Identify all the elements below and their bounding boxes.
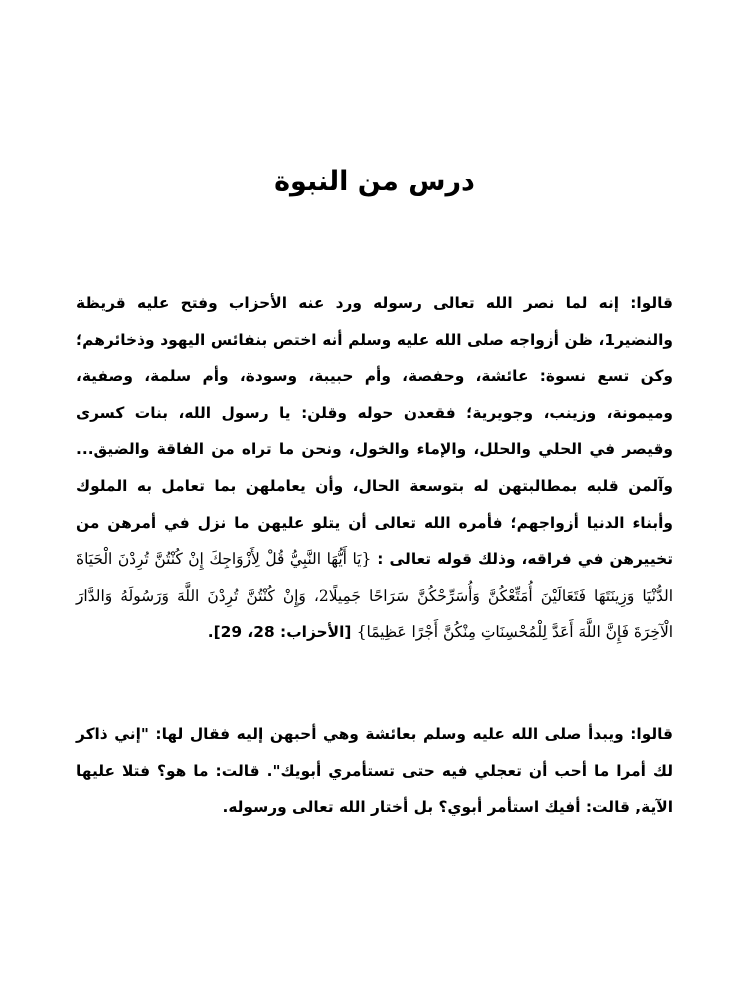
paragraph-2: قالوا: ويبدأ صلى الله عليه وسلم بعائشة وهي أحبهن إليه فقال لها: "إني ذاكر لك أمرا ما أحب أن تعجلي فيه حتى تستأمري أبويك". قالت: ما هو؟ فتلا عليها الآية, قالت: أفيك استأمر أبوي؟ بل أختار الله تعالى ورسوله.	[76, 725, 673, 817]
verse-citation: [الأحزاب: 28، 29].	[207, 623, 357, 642]
page-title: درس من النبوة	[274, 166, 475, 197]
paragraph-1-text: قالوا: إنه لما نصر الله تعالى رسوله ورد عنه الأحزاب وفتح عليه قريظة والنضير1، ظن أزواجه صلى الله عليه وسلم أنه اختص بنفائس اليهود وذخائرهم؛ وكن تسع نسوة: عائشة، وحفصة، وأم حبيبة، وسودة، وأم سلمة، وصفية، وميمونة، وزينب، وجويرية؛ فقعدن حوله وقلن: يا رسول الله، بنات كسرى وقيصر في الحلي والحلل، والإماء والخول، ونحن ما تراه من الفاقة والضيق... وآلمن قلبه بمطالبتهن له بتوسعة الحال، وأن يعاملهن بما تعامل به الملوك وأبناء الدنيا أزواجهم؛ فأمره الله تعالى أن يتلو عليهن ما نزل في أمرهن من تخييرهن في فراقه، وذلك قوله تعالى :	[76, 294, 673, 569]
paragraph-1	[76, 285, 673, 651]
quran-verse: {يَا أَيُّهَا النَّبِيُّ قُلْ لِأَزْوَاجِكَ إِنْ كُنْتُنَّ تُرِدْنَ الْحَيَاةَ الدُّنْيَا وَزِينَتَهَا فَتَعَالَيْنَ أُمَتِّعْكُنَّ وَأُسَرِّحْكُنَّ سَرَاحًا جَمِيلًا2، وَإِنْ كُنْتُنَّ تُرِدْنَ اللَّهَ وَرَسُولَهُ وَالدَّارَ الْآخِرَةَ فَإِنَّ اللَّهَ أَعَدَّ لِلْمُحْسِنَاتِ مِنْكُنَّ أَجْرًا عَظِيمًا}	[76, 550, 673, 642]
